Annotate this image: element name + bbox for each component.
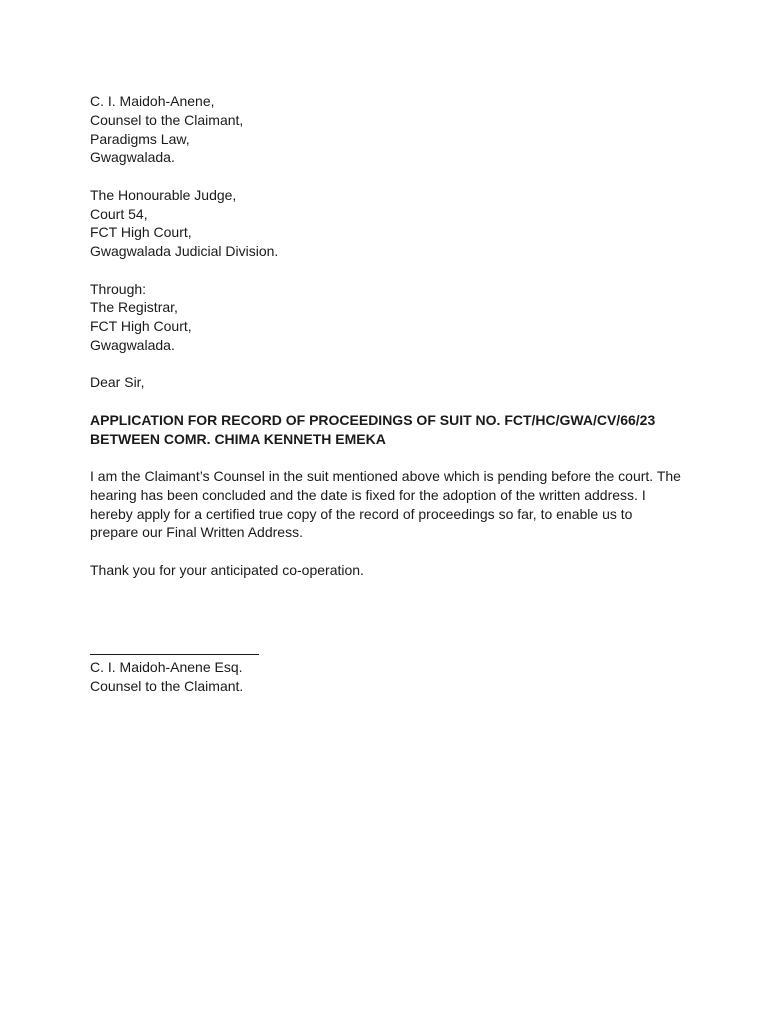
sender-line: Paradigms Law, [90,130,190,147]
sender-line: C. I. Maidoh-Anene, [90,93,215,109]
sender-address [90,92,690,167]
recipient-line: Gwagwalada Judicial Division. [90,243,279,260]
body-paragraph: I am the Claimant’s Counsel in the suit mentioned above which is pending before the court. The hearing has been concluded and the date is fixed for the adoption of the written address. I hereby apply for a certified true copy of the record of proceedings so far, to enable us to prepare our Final Written Address. [90,467,681,541]
recipient-line: The Honourable Judge, [90,186,237,203]
recipient-address [90,186,690,261]
closing-line: Thank you for your anticipated co-operation. [90,561,364,578]
signature-space [90,598,690,654]
letter-page [90,92,690,696]
sender-line: Gwagwalada. [90,149,175,166]
subject-line: APPLICATION FOR RECORD OF PROCEEDINGS OF SUIT NO. FCT/HC/GWA/CV/66/23 [90,411,656,428]
recipient-line: Court 54, [90,205,148,222]
through-line: The Registrar, [90,299,178,316]
through-address [90,280,690,355]
through-line: Gwagwalada. [90,336,175,353]
through-line: FCT High Court, [90,318,192,335]
recipient-line: FCT High Court, [90,224,192,241]
salutation: Dear Sir, [90,374,145,391]
signature-line [90,654,259,655]
signature-title: Counsel to the Claimant. [90,677,244,694]
through-line: Through: [90,280,147,297]
sender-line: Counsel to the Claimant, [90,111,244,128]
signature-block [90,658,690,696]
subject-heading [90,411,690,449]
signature-name: C. I. Maidoh-Anene Esq. [90,659,243,676]
subject-line: BETWEEN COMR. CHIMA KENNETH EMEKA [90,430,386,447]
